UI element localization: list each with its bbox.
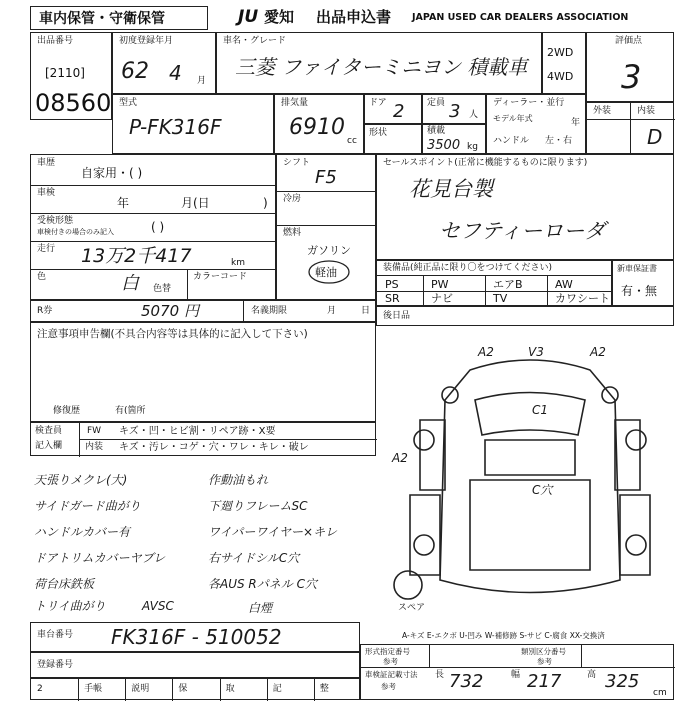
fuel-label: 燃料 xyxy=(283,228,302,238)
bottom-cell-label: 保 xyxy=(178,684,188,694)
note-left-line: ドアトリムカバーヤブレ xyxy=(34,551,166,565)
interior-insp-items: キズ・汚レ・コゲ・穴・ワレ・キレ・破レ xyxy=(119,442,309,453)
model-name-value: 三菱 ファイターミニヨン 積載車 xyxy=(235,55,528,79)
car-diagram xyxy=(380,340,680,630)
grade-value: 3 xyxy=(621,58,642,96)
recv-value: ( ) xyxy=(151,220,165,234)
equipment-item: ナビ xyxy=(431,292,453,305)
color-label: 色 xyxy=(37,272,47,282)
mileage-value: 13万2千417 xyxy=(81,245,192,267)
bottom-cell-label: 記 xyxy=(272,684,282,694)
left-block xyxy=(30,154,276,300)
model-year-unit: 年 xyxy=(571,118,581,128)
equipment-item: カワシート xyxy=(555,292,610,305)
width-value: 217 xyxy=(527,671,562,692)
bottom-cell-label: 整 xyxy=(319,684,329,694)
size-label: 車検証記載寸法 xyxy=(365,670,418,679)
inspector-label1: 検査員 xyxy=(35,426,63,436)
shaken-close: ) xyxy=(263,196,268,210)
exterior-label: 外装 xyxy=(593,106,612,116)
r-ticket-box xyxy=(30,300,376,322)
meigi-label: 名義期限 xyxy=(251,306,288,316)
displacement-box xyxy=(274,94,364,154)
history-value: 自家用・( ) xyxy=(81,166,143,180)
type-code-value: P-FK316F xyxy=(129,115,222,139)
shaken-year: 年 xyxy=(117,196,130,210)
width-label: 幅 xyxy=(511,670,521,680)
note-right-line: 右サイドシルC穴 xyxy=(208,551,300,565)
chassis-box xyxy=(30,622,360,652)
equipment-item: エアB xyxy=(493,278,523,291)
chassis-label: 車台番号 xyxy=(37,630,74,640)
capacity-box xyxy=(422,94,486,124)
registration-month: 4 xyxy=(169,61,182,85)
storage-notice-box xyxy=(30,6,208,30)
note-right-line: 白煙 xyxy=(248,601,273,615)
bottom-cell-label: 手帳 xyxy=(84,684,103,694)
bottom-cell-label: 取 xyxy=(225,684,235,694)
interior-insp-label: 内装 xyxy=(85,442,104,452)
length-label: 長 xyxy=(435,670,445,680)
shape-box xyxy=(364,124,422,154)
handle-label: ハンドル xyxy=(493,136,530,146)
diesel-circle xyxy=(307,259,351,285)
goods-box xyxy=(376,306,674,326)
fuel-gasoline: ガソリン xyxy=(307,244,351,257)
displacement-label: 排気量 xyxy=(281,98,309,108)
shaken-month: 月(日 xyxy=(181,196,210,210)
document-title: 出品申込書 xyxy=(316,8,392,26)
mileage-label: 走行 xyxy=(37,244,56,254)
drive-2wd: 2WD xyxy=(547,46,574,59)
interior-value: D xyxy=(647,125,663,149)
goods-label: 後日品 xyxy=(383,311,411,321)
displacement-value: 6910 xyxy=(289,115,345,140)
load-label: 積載 xyxy=(427,126,446,136)
selling-box xyxy=(376,154,674,260)
association-name: JAPAN USED CAR DEALERS ASSOCIATION xyxy=(412,12,629,23)
diagram-mark-a2-side: A2 xyxy=(392,451,408,465)
selling-label: セールスポイント(正常に機能するものに限ります) xyxy=(383,158,588,168)
bottom-cell-label: 説明 xyxy=(131,684,150,694)
warranty-options: 有・無 xyxy=(621,284,658,298)
storage-notice: 車内保管・守衛保管 xyxy=(39,11,165,27)
interior-label: 内装 xyxy=(637,106,656,116)
color-value: 白 xyxy=(121,273,139,294)
shift-value: F5 xyxy=(315,167,337,188)
displacement-unit: cc xyxy=(347,136,357,146)
equipment-item: AW xyxy=(555,278,573,291)
note-left-line: ハンドルカバー有 xyxy=(34,525,131,539)
doors-value: 2 xyxy=(393,101,405,122)
bottom-strip xyxy=(30,678,360,700)
ext-int-box xyxy=(586,102,674,154)
diagram-mark-c-hole: C穴 xyxy=(532,483,553,497)
recv-note: 車検付きの場合のみ記入 xyxy=(37,228,114,236)
inspector-box xyxy=(30,422,376,456)
lot-label: 出品番号 xyxy=(37,36,74,46)
model-year-label: モデル年式 xyxy=(493,114,533,123)
color-change-label: 色替 xyxy=(153,284,172,294)
equipment-box xyxy=(376,260,612,306)
registration-month-unit: 月 xyxy=(197,76,207,86)
plate-box xyxy=(30,652,360,678)
warranty-label: 新車保証書 xyxy=(617,264,657,273)
capacity-unit: 人 xyxy=(469,110,479,120)
diagram-mark-a2-right: A2 xyxy=(590,345,606,359)
drive-4wd: 4WD xyxy=(547,70,574,83)
load-unit: kg xyxy=(467,142,478,152)
diagram-mark-c1: C1 xyxy=(532,403,549,417)
size-sub: 参考 xyxy=(381,682,396,691)
dims-unit: cm xyxy=(653,688,667,698)
note-right-line: 下廻りフレームSC xyxy=(208,499,308,513)
doors-label: ドア xyxy=(369,98,387,108)
type-code-label: 型式 xyxy=(119,98,138,108)
equipment-item: PW xyxy=(431,278,449,291)
r-ticket-label: R券 xyxy=(37,306,53,316)
inspector-label2: 記入欄 xyxy=(35,441,63,451)
note-left-line: AVSC xyxy=(142,599,174,613)
meigi-day: 日 xyxy=(361,306,371,316)
history-label: 車歴 xyxy=(37,158,56,168)
type-number-sub: 参考 xyxy=(383,657,398,666)
length-value: 732 xyxy=(449,671,484,692)
fw-label: FW xyxy=(87,426,102,436)
fuel-diesel: 軽油 xyxy=(315,266,337,279)
note-right-line: 各AUS Rパネル C穴 xyxy=(208,577,317,591)
doors-box xyxy=(364,94,422,124)
type-code-box xyxy=(112,94,274,154)
aircon-label: 冷房 xyxy=(283,194,302,204)
repair-label: 修復歴 xyxy=(53,406,81,416)
equipment-item: TV xyxy=(493,292,508,305)
capacity-label: 定員 xyxy=(427,98,446,108)
height-label: 高 xyxy=(587,670,597,680)
shape-label: 形状 xyxy=(369,128,388,138)
plate-label: 登録番号 xyxy=(37,660,74,670)
note-right-line: ワイパーワイヤー×キレ xyxy=(208,525,337,539)
dealer-label: ディーラー・並行 xyxy=(493,98,565,108)
r-ticket-value: 5070 円 xyxy=(141,302,199,320)
bottom-cell-label: 2 xyxy=(37,684,43,694)
registration-year: 62 xyxy=(121,59,149,84)
colorcode-label: カラーコード xyxy=(193,272,248,282)
notice-label: 注意事項申告欄(不具合内容等は具体的に記入して下さい) xyxy=(37,328,308,340)
height-value: 325 xyxy=(605,671,640,692)
meigi-month: 月 xyxy=(327,306,337,316)
equipment-label: 装備品(純正品に限り〇をつけてください) xyxy=(383,263,553,273)
chassis-value: FK316F - 510052 xyxy=(111,625,282,649)
mileage-unit: km xyxy=(231,258,245,268)
dealer-box xyxy=(486,94,586,154)
load-value: 3500 xyxy=(427,138,461,153)
dims-box xyxy=(360,644,674,700)
note-left-line: トリイ曲がり xyxy=(34,599,106,613)
note-left-line: 天張りメクレ(大) xyxy=(34,473,128,487)
note-left-line: 荷台床鉄板 xyxy=(34,577,95,591)
spare-label: スペア xyxy=(398,603,426,613)
diagram-mark-v3: V3 xyxy=(528,345,544,359)
lot-code: [2110] xyxy=(45,66,85,80)
model-name-box xyxy=(216,32,542,94)
damage-legend: A-キズ E-エクボ U-凹み W-補修跡 S-サビ C-腐食 XX-交換済 xyxy=(402,631,605,640)
grade-box xyxy=(586,32,674,102)
shift-label: シフト xyxy=(283,158,311,168)
class-number-label: 類別区分番号 xyxy=(521,647,566,656)
equipment-item: PS xyxy=(385,278,399,291)
capacity-value: 3 xyxy=(449,101,461,122)
notice-box xyxy=(30,322,376,422)
drive-box xyxy=(542,32,586,94)
load-box xyxy=(422,124,486,154)
repair-value: 有(箇所 xyxy=(115,406,146,416)
note-left-line: サイドガード曲がり xyxy=(34,499,141,513)
registration-label: 初度登録年月 xyxy=(119,36,174,46)
grade-label: 評価点 xyxy=(615,36,643,46)
handle-options: 左・右 xyxy=(545,136,573,146)
org-name: 愛知 xyxy=(264,8,295,26)
mid-block xyxy=(276,154,376,300)
diagram-mark-a2-left: A2 xyxy=(478,345,494,359)
recv-label: 受検形態 xyxy=(37,216,74,226)
selling-line1: 花見台製 xyxy=(409,177,493,201)
lot-number: 08560 xyxy=(35,89,112,117)
registration-box xyxy=(112,32,216,94)
warranty-box xyxy=(612,260,674,306)
lot-box xyxy=(30,32,112,120)
class-number-sub: 参考 xyxy=(537,657,552,666)
model-name-label: 車名・グレード xyxy=(223,36,287,46)
equipment-item: SR xyxy=(385,292,400,305)
ju-logo: JU xyxy=(238,7,259,27)
fw-items: キズ・凹・ヒビ割・リペア跡・X要 xyxy=(119,426,276,437)
type-number-label: 形式指定番号 xyxy=(365,647,410,656)
note-right-line: 作動油もれ xyxy=(208,473,269,487)
shaken-label: 車検 xyxy=(37,188,56,198)
selling-line2: セフティーローダ xyxy=(439,219,606,243)
